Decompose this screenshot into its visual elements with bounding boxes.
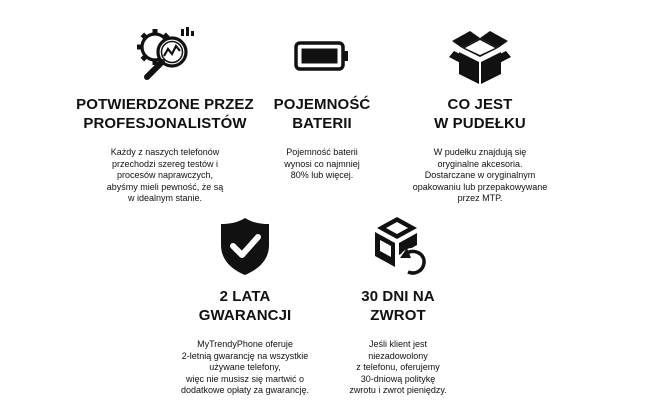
- feature-description: W pudełku znajdują się oryginalne akcesoria. Dostarczane w oryginalnym opakowaniu lub przepakowywane przez MTP.: [412, 147, 548, 204]
- open-box-icon: [448, 25, 512, 87]
- battery-icon: [294, 41, 350, 71]
- feature-title: 2 LATA GWARANCJI: [198, 288, 292, 324]
- feature-verified: [60, 25, 270, 205]
- feature-title: POTWIERDZONE PRZEZ PROFESJONALISTÓW: [76, 96, 254, 132]
- return-box-icon: [367, 215, 429, 277]
- feature-description: Pojemność baterii wynosi co najmniej 80% lub więcej.: [284, 147, 360, 181]
- feature-in-the-box: [390, 25, 570, 205]
- feature-title: POJEMNOŚĆ BATERII: [273, 96, 371, 132]
- shield-check-icon: [217, 215, 273, 277]
- gear-magnifier-icon: [133, 25, 197, 87]
- feature-title: CO JEST W PUDEŁKU: [434, 96, 526, 132]
- feature-title: 30 DNI NA ZWROT: [361, 288, 435, 324]
- feature-description: MyTrendyPhone oferuje 2-letnią gwarancję na wszystkie używane telefony, więc nie musisz się martwić o dodatkowe opłaty za gwarancję.: [180, 339, 310, 396]
- feature-description: Każdy z naszych telefonów przechodzi szereg testów i procesów naprawczych, abyśmy mieli pewność, że są w idealnym stanie.: [106, 147, 224, 204]
- feature-battery: [262, 25, 382, 182]
- feature-returns: [318, 215, 478, 397]
- feature-warranty: [150, 215, 340, 397]
- feature-description: Jeśli klient jest niezadowolony z telefonu, oferujemy 30-dniową politykę zwrotu i zwrot pieniędzy.: [349, 339, 447, 396]
